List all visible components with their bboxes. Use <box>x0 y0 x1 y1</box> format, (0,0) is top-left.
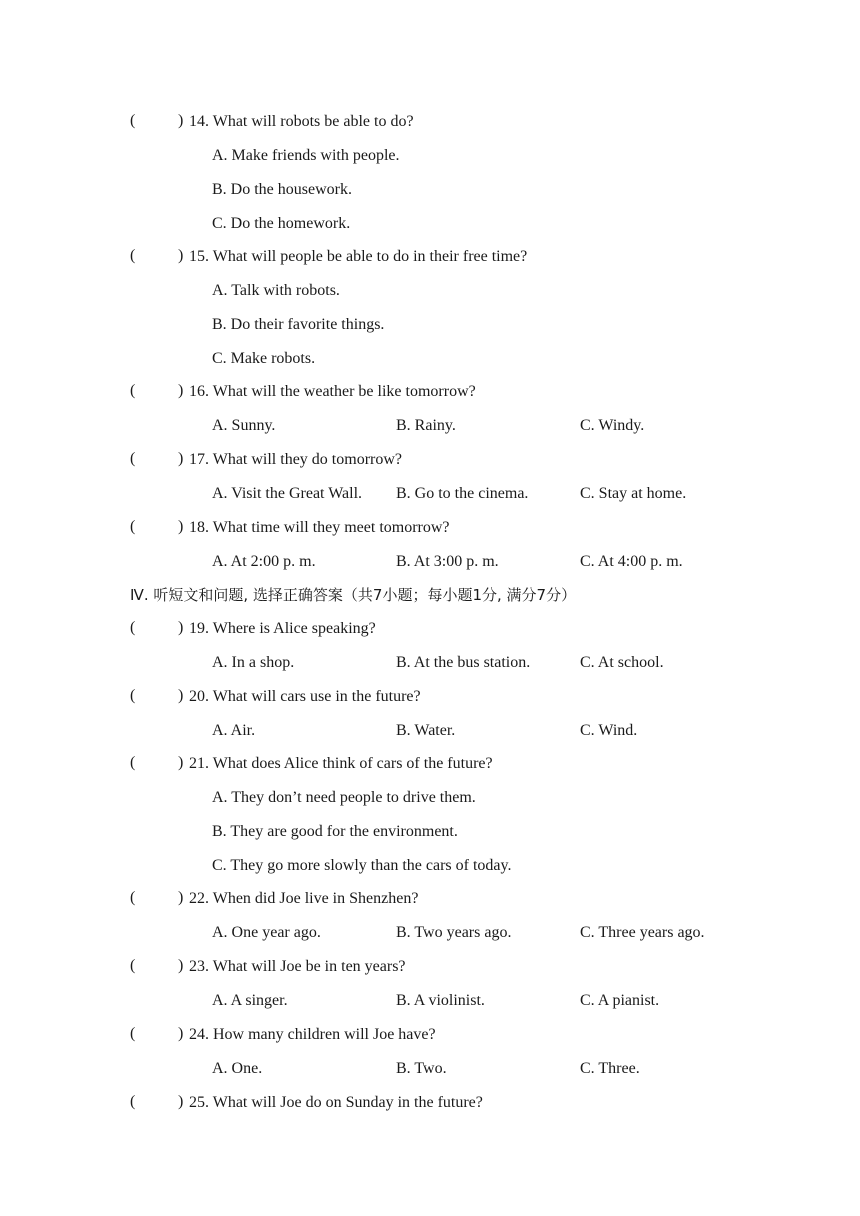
answer-paren-open: ( <box>130 619 136 636</box>
option-b: B. A violinist. <box>396 992 485 1009</box>
question-text: 18. What time will they meet tomorrow? <box>189 519 450 536</box>
option-c: C. Wind. <box>580 722 638 739</box>
option-b: B. Two. <box>396 1060 447 1077</box>
answer-paren-close: ) <box>178 754 184 771</box>
answer-paren-close: ) <box>178 889 184 906</box>
option-c: C. They go more slowly than the cars of today. <box>212 857 512 874</box>
option-c: C. Stay at home. <box>580 485 687 502</box>
option-c: C. At school. <box>580 654 664 671</box>
answer-paren-close: ) <box>178 957 184 974</box>
option-a: A. Visit the Great Wall. <box>212 485 363 502</box>
answer-paren-close: ) <box>178 450 184 467</box>
question-text: 22. When did Joe live in Shenzhen? <box>189 890 419 907</box>
option-c: C. Windy. <box>580 417 645 434</box>
answer-paren-open: ( <box>130 1025 136 1042</box>
question-text: 14. What will robots be able to do? <box>189 113 414 130</box>
answer-paren-open: ( <box>130 518 136 535</box>
answer-paren-open: ( <box>130 247 136 264</box>
option-b: B. Rainy. <box>396 417 456 434</box>
option-c: C. Three years ago. <box>580 924 705 941</box>
option-b: B. They are good for the environment. <box>212 823 458 840</box>
option-c: C. A pianist. <box>580 992 660 1009</box>
option-a: A. At 2:00 p. m. <box>212 553 316 570</box>
option-c: C. Three. <box>580 1060 640 1077</box>
answer-paren-close: ) <box>178 518 184 535</box>
question-text: 19. Where is Alice speaking? <box>189 620 376 637</box>
option-b: B. Two years ago. <box>396 924 512 941</box>
option-c: C. Make robots. <box>212 350 316 367</box>
option-b: B. Go to the cinema. <box>396 485 529 502</box>
answer-paren-close: ) <box>178 1025 184 1042</box>
option-a: A. They don’t need people to drive them. <box>212 789 476 806</box>
option-a: A. In a shop. <box>212 654 295 671</box>
question-text: 20. What will cars use in the future? <box>189 688 421 705</box>
section-iv-heading: Ⅳ. 听短文和问题, 选择正确答案（共7小题；每小题1分, 满分7分） <box>130 586 577 604</box>
option-b: B. Do their favorite things. <box>212 316 385 333</box>
option-a: A. Talk with robots. <box>212 282 340 299</box>
option-c: C. At 4:00 p. m. <box>580 553 683 570</box>
answer-paren-close: ) <box>178 687 184 704</box>
option-b: B. Do the housework. <box>212 181 352 198</box>
option-c: C. Do the homework. <box>212 215 351 232</box>
option-b: B. At 3:00 p. m. <box>396 553 499 570</box>
answer-paren-close: ) <box>178 1093 184 1110</box>
answer-paren-close: ) <box>178 619 184 636</box>
question-text: 23. What will Joe be in ten years? <box>189 958 406 975</box>
option-a: A. A singer. <box>212 992 288 1009</box>
answer-paren-close: ) <box>178 382 184 399</box>
option-b: B. At the bus station. <box>396 654 531 671</box>
answer-paren-open: ( <box>130 382 136 399</box>
answer-paren-open: ( <box>130 889 136 906</box>
option-b: B. Water. <box>396 722 456 739</box>
answer-paren-open: ( <box>130 1093 136 1110</box>
question-text: 21. What does Alice think of cars of the future? <box>189 755 493 772</box>
answer-paren-open: ( <box>130 754 136 771</box>
answer-paren-close: ) <box>178 247 184 264</box>
option-a: A. One year ago. <box>212 924 321 941</box>
answer-paren-open: ( <box>130 450 136 467</box>
answer-paren-open: ( <box>130 957 136 974</box>
question-text: 24. How many children will Joe have? <box>189 1026 436 1043</box>
option-a: A. Sunny. <box>212 417 276 434</box>
answer-paren-open: ( <box>130 112 136 129</box>
option-a: A. Make friends with people. <box>212 147 400 164</box>
question-text: 16. What will the weather be like tomorrow? <box>189 383 476 400</box>
answer-paren-open: ( <box>130 687 136 704</box>
option-a: A. Air. <box>212 722 256 739</box>
question-text: 25. What will Joe do on Sunday in the future? <box>189 1094 483 1111</box>
question-text: 15. What will people be able to do in their free time? <box>189 248 528 265</box>
question-text: 17. What will they do tomorrow? <box>189 451 402 468</box>
option-a: A. One. <box>212 1060 263 1077</box>
answer-paren-close: ) <box>178 112 184 129</box>
